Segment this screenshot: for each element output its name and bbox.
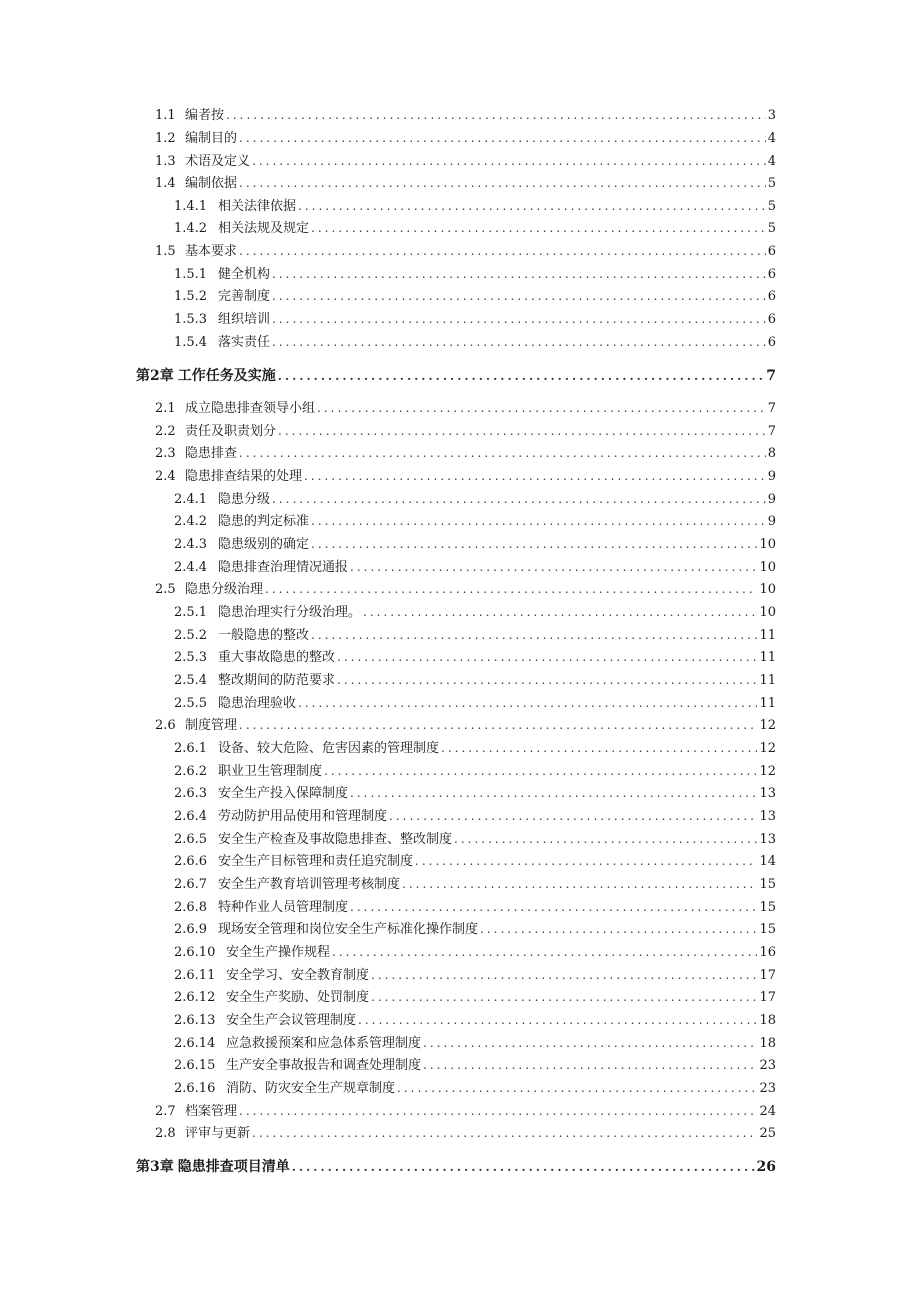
- toc-entry-number: 1.4.1: [174, 199, 208, 214]
- toc-entry-title: 制度管理: [185, 718, 238, 733]
- toc-entry-title: 隐患排查结果的处理: [185, 469, 303, 484]
- toc-entry[interactable]: [174, 739, 776, 758]
- toc-entry-page: 11: [759, 696, 776, 711]
- toc-leader-dots: [363, 603, 757, 621]
- toc-entry-title: 安全生产教育培训管理考核制度: [218, 877, 401, 892]
- toc-entry-title: 设备、较大危险、危害因素的管理制度: [218, 741, 440, 756]
- toc-entry-number: 1.2: [155, 131, 176, 146]
- toc-leader-dots: [272, 287, 766, 305]
- toc-entry-title: 安全生产奖励、处罚制度: [226, 990, 370, 1005]
- toc-leader-dots: [278, 422, 766, 440]
- toc-entry-page: 3: [767, 108, 776, 123]
- toc-entry-page: 13: [759, 786, 776, 801]
- toc-entry[interactable]: [174, 1034, 776, 1053]
- toc-entry-number: 1.5.1: [174, 267, 208, 282]
- toc-entry-number: 2.6.1: [174, 741, 208, 756]
- toc-entry-page: 25: [759, 1126, 776, 1141]
- toc-entry-number: 1.5.2: [174, 289, 208, 304]
- toc-leader-dots: [423, 1034, 757, 1052]
- toc-entry-number: 2.5.1: [174, 605, 208, 620]
- toc-entry-page: 17: [759, 990, 776, 1005]
- toc-entry-number: 1.5.3: [174, 312, 208, 327]
- toc-leader-dots: [311, 535, 757, 553]
- toc-entry-title: 隐患排查治理情况通报: [218, 560, 349, 575]
- toc-entry-number: 2.7: [155, 1104, 176, 1119]
- toc-entry-title: 消防、防灾安全生产规章制度: [226, 1081, 396, 1096]
- toc-entry-title: 整改期间的防范要求: [218, 673, 336, 688]
- toc-entry[interactable]: [174, 603, 776, 622]
- toc-leader-dots: [415, 852, 757, 870]
- toc-leader-dots: [298, 694, 757, 712]
- toc-entry-number: 2.6.16: [174, 1081, 216, 1096]
- toc-leader-dots: [423, 1056, 757, 1074]
- toc-entry[interactable]: [174, 535, 776, 554]
- toc-leader-dots: [311, 219, 766, 237]
- toc-entry-title: 隐患排查: [185, 446, 238, 461]
- toc-entry-number: 2.6.10: [174, 945, 216, 960]
- toc-entry-page: 26: [756, 1159, 776, 1175]
- toc-chapter-title: 隐患排查项目清单: [177, 1159, 290, 1175]
- toc-leader-dots: [226, 106, 766, 124]
- toc-entry[interactable]: [174, 1079, 776, 1098]
- toc-entry-number: 2.6.8: [174, 900, 208, 915]
- toc-leader-dots: [371, 966, 757, 984]
- toc-leader-dots: [292, 1158, 755, 1176]
- toc-entry-title: 生产安全事故报告和调查处理制度: [226, 1058, 422, 1073]
- toc-leader-dots: [252, 152, 766, 170]
- toc-entry-page: 10: [759, 537, 776, 552]
- toc-entry-number: 2.4.2: [174, 514, 208, 529]
- toc-entry-number: 1.4.2: [174, 221, 208, 236]
- toc-entry-number: 2.6.3: [174, 786, 208, 801]
- toc-entry[interactable]: [174, 875, 776, 894]
- toc-entry-page: 16: [759, 945, 776, 960]
- toc-entry-page: 10: [759, 605, 776, 620]
- toc-entry[interactable]: [174, 943, 776, 962]
- toc-entry-number: 2.6.9: [174, 922, 208, 937]
- toc-entry-number: 1.5.4: [174, 335, 208, 350]
- toc-entry[interactable]: [174, 1011, 776, 1030]
- toc-entry-title: 安全生产会议管理制度: [226, 1013, 357, 1028]
- toc-leader-dots: [337, 671, 757, 689]
- toc-leader-dots: [298, 197, 766, 215]
- toc-entry[interactable]: [155, 174, 776, 193]
- toc-entry-page: 5: [767, 176, 776, 191]
- toc-entry-number: 2.4.3: [174, 537, 208, 552]
- toc-entry-title: 特种作业人员管理制度: [218, 900, 349, 915]
- toc-entry-page: 10: [759, 582, 776, 597]
- toc-entry-title: 隐患级别的确定: [218, 537, 310, 552]
- toc-entry[interactable]: [174, 333, 776, 352]
- toc-entry-number: 2.1: [155, 401, 176, 416]
- toc-leader-dots: [454, 830, 757, 848]
- toc-entry-number: 2.4.4: [174, 560, 208, 575]
- toc-entry-number: 2.6: [155, 718, 176, 733]
- toc-leader-dots: [350, 784, 757, 802]
- toc-entry-page: 7: [767, 401, 776, 416]
- toc-entry[interactable]: [174, 1056, 776, 1075]
- toc-chapter-number: 第3章: [136, 1159, 174, 1175]
- toc-entry-title: 完善制度: [218, 289, 271, 304]
- toc-entry-title: 相关法律依据: [218, 199, 297, 214]
- toc-entry[interactable]: [155, 1124, 776, 1143]
- toc-entry-page: 11: [759, 673, 776, 688]
- toc-leader-dots: [272, 265, 766, 283]
- toc-entry-title: 隐患分级治理: [185, 582, 264, 597]
- toc-entry-title: 劳动防护用品使用和管理制度: [218, 809, 388, 824]
- toc-entry-page: 7: [767, 424, 776, 439]
- toc-entry[interactable]: [174, 898, 776, 917]
- toc-entry[interactable]: [155, 467, 776, 486]
- toc-entry[interactable]: [174, 490, 776, 509]
- toc-leader-dots: [350, 558, 757, 576]
- toc-entry[interactable]: [155, 399, 776, 418]
- toc-entry-page: 12: [759, 718, 776, 733]
- toc-entry[interactable]: [155, 422, 776, 441]
- toc-leader-dots: [311, 512, 766, 530]
- toc-entry[interactable]: [174, 830, 776, 849]
- toc-entry[interactable]: [174, 852, 776, 871]
- toc-entry-title: 成立隐患排查领导小组: [185, 401, 316, 416]
- toc-entry-number: 1.5: [155, 244, 176, 259]
- toc-leader-dots: [272, 333, 766, 351]
- toc-entry[interactable]: [155, 242, 776, 261]
- toc-entry-title: 现场安全管理和岗位安全生产标准化操作制度: [218, 922, 479, 937]
- toc-entry-page: 9: [767, 514, 776, 529]
- toc-entry-title: 基本要求: [185, 244, 238, 259]
- toc-entry[interactable]: [155, 129, 776, 148]
- toc-entry-page: 15: [759, 877, 776, 892]
- toc-entry-page: 9: [767, 469, 776, 484]
- toc-entry-page: 4: [767, 154, 776, 169]
- toc-entry[interactable]: [174, 784, 776, 803]
- toc-entry-number: 2.5.2: [174, 628, 208, 643]
- toc-chapter-entry[interactable]: [136, 1158, 776, 1176]
- toc-entry[interactable]: [174, 558, 776, 577]
- toc-leader-dots: [389, 807, 757, 825]
- toc-entry-title: 编者按: [185, 108, 225, 123]
- toc-entry-title: 编制目的: [185, 131, 238, 146]
- toc-leader-dots: [350, 898, 757, 916]
- toc-entry-title: 隐患分级: [218, 492, 271, 507]
- toc-entry-number: 2.5.3: [174, 650, 208, 665]
- toc-entry-title: 术语及定义: [185, 154, 251, 169]
- toc-entry[interactable]: [174, 626, 776, 645]
- toc-entry-page: 6: [767, 289, 776, 304]
- toc-entry[interactable]: [174, 219, 776, 238]
- toc-entry-title: 隐患治理实行分级治理。: [218, 605, 362, 620]
- toc-entry-title: 组织培训: [218, 312, 271, 327]
- toc-entry-page: 17: [759, 968, 776, 983]
- toc-entry[interactable]: [174, 694, 776, 713]
- toc-entry-title: 安全生产目标管理和责任追究制度: [218, 854, 414, 869]
- toc-entry-page: 23: [759, 1081, 776, 1096]
- toc-leader-dots: [317, 399, 766, 417]
- toc-entry-number: 2.6.13: [174, 1013, 216, 1028]
- toc-entry[interactable]: [174, 310, 776, 329]
- toc-entry-title: 编制依据: [185, 176, 238, 191]
- toc-entry-title: 安全生产检查及事故隐患排查、整改制度: [218, 832, 453, 847]
- toc-entry[interactable]: [155, 580, 776, 599]
- toc-entry[interactable]: [174, 197, 776, 216]
- toc-entry-number: 2.5: [155, 582, 176, 597]
- toc-entry-title: 应急救援预案和应急体系管理制度: [226, 1036, 422, 1051]
- toc-entry-page: 15: [759, 922, 776, 937]
- toc-entry-page: 5: [767, 221, 776, 236]
- toc-entry-page: 5: [767, 199, 776, 214]
- toc-entry-number: 2.6.5: [174, 832, 208, 847]
- toc-entry-page: 8: [767, 446, 776, 461]
- toc-entry-number: 2.6.15: [174, 1058, 216, 1073]
- toc-entry-number: 1.3: [155, 154, 176, 169]
- toc-entry[interactable]: [174, 671, 776, 690]
- toc-entry-page: 6: [767, 244, 776, 259]
- toc-leader-dots: [239, 242, 766, 260]
- toc-entry-page: 6: [767, 267, 776, 282]
- toc-entry[interactable]: [174, 920, 776, 939]
- toc-entry-number: 2.4.1: [174, 492, 208, 507]
- toc-leader-dots: [441, 739, 757, 757]
- toc-entry-title: 隐患治理验收: [218, 696, 297, 711]
- toc-entry-title: 一般隐患的整改: [218, 628, 310, 643]
- toc-chapter-number: 第2章: [136, 368, 174, 384]
- toc-entry-title: 落实责任: [218, 335, 271, 350]
- toc-entry[interactable]: [174, 807, 776, 826]
- toc-entry-page: 4: [767, 131, 776, 146]
- toc-leader-dots: [278, 367, 765, 385]
- toc-leader-dots: [272, 490, 766, 508]
- toc-entry-number: 2.6.7: [174, 877, 208, 892]
- toc-entry-number: 2.6.4: [174, 809, 208, 824]
- toc-leader-dots: [337, 648, 757, 666]
- toc-chapter-entry[interactable]: [136, 367, 776, 385]
- toc-leader-dots: [397, 1079, 757, 1097]
- toc-entry[interactable]: [174, 287, 776, 306]
- toc-entry-number: 2.6.2: [174, 764, 208, 779]
- toc-leader-dots: [332, 943, 757, 961]
- toc-leader-dots: [311, 626, 757, 644]
- toc-entry-page: 12: [759, 764, 776, 779]
- toc-entry-title: 安全生产操作规程: [226, 945, 331, 960]
- toc-entry-page: 11: [759, 628, 776, 643]
- toc-leader-dots: [272, 310, 766, 328]
- toc-entry-page: 13: [759, 832, 776, 847]
- toc-entry[interactable]: [174, 512, 776, 531]
- toc-entry-page: 6: [767, 312, 776, 327]
- toc-entry-page: 24: [759, 1104, 776, 1119]
- toc-entry-page: 23: [759, 1058, 776, 1073]
- toc-leader-dots: [252, 1124, 757, 1142]
- toc-entry-number: 2.4: [155, 469, 176, 484]
- toc-entry-page: 12: [759, 741, 776, 756]
- toc-entry-title: 安全生产投入保障制度: [218, 786, 349, 801]
- toc-chapter-title: 工作任务及实施: [177, 368, 276, 384]
- toc-entry-number: 2.6.6: [174, 854, 208, 869]
- toc-entry[interactable]: [174, 966, 776, 985]
- toc-entry-page: 11: [759, 650, 776, 665]
- toc-entry-page: 14: [759, 854, 776, 869]
- toc-entry[interactable]: [155, 106, 776, 125]
- toc-entry-page: 15: [759, 900, 776, 915]
- toc-entry-number: 2.8: [155, 1126, 176, 1141]
- toc-leader-dots: [239, 716, 757, 734]
- toc-entry-number: 2.3: [155, 446, 176, 461]
- toc-entry-title: 重大事故隐患的整改: [218, 650, 336, 665]
- toc-entry-number: 1.1: [155, 108, 176, 123]
- toc-entry-number: 2.6.14: [174, 1036, 216, 1051]
- toc-entry-page: 9: [767, 492, 776, 507]
- toc-entry[interactable]: [174, 988, 776, 1007]
- toc-entry-number: 1.4: [155, 176, 176, 191]
- toc-leader-dots: [239, 444, 766, 462]
- toc-entry-title: 评审与更新: [185, 1126, 251, 1141]
- toc-entry[interactable]: [174, 648, 776, 667]
- toc-leader-dots: [239, 1102, 757, 1120]
- toc-entry-page: 7: [766, 368, 776, 384]
- toc-leader-dots: [265, 580, 757, 598]
- toc-leader-dots: [304, 467, 766, 485]
- toc-entry-title: 健全机构: [218, 267, 271, 282]
- toc-entry[interactable]: [155, 152, 776, 171]
- toc-leader-dots: [480, 920, 757, 938]
- toc-entry[interactable]: [174, 762, 776, 781]
- toc-leader-dots: [239, 129, 766, 147]
- toc-leader-dots: [402, 875, 757, 893]
- toc-entry-page: 18: [759, 1013, 776, 1028]
- toc-entry-number: 2.6.12: [174, 990, 216, 1005]
- toc-entry-page: 18: [759, 1036, 776, 1051]
- toc-entry-page: 13: [759, 809, 776, 824]
- toc-entry-number: 2.6.11: [174, 968, 216, 983]
- toc-entry-title: 职业卫生管理制度: [218, 764, 323, 779]
- toc-entry-title: 档案管理: [185, 1104, 238, 1119]
- toc-entry-title: 责任及职责划分: [185, 424, 277, 439]
- toc-leader-dots: [324, 762, 757, 780]
- toc-entry-title: 相关法规及规定: [218, 221, 310, 236]
- toc-entry[interactable]: [155, 1102, 776, 1121]
- toc-entry-number: 2.2: [155, 424, 176, 439]
- toc-entry-page: 10: [759, 560, 776, 575]
- toc-entry-title: 隐患的判定标准: [218, 514, 310, 529]
- toc-entry[interactable]: [174, 265, 776, 284]
- toc-entry-number: 2.5.5: [174, 696, 208, 711]
- toc-leader-dots: [358, 1011, 757, 1029]
- toc-leader-dots: [239, 174, 766, 192]
- toc-entry-title: 安全学习、安全教育制度: [226, 968, 370, 983]
- toc-entry-number: 2.5.4: [174, 673, 208, 688]
- toc-leader-dots: [371, 988, 757, 1006]
- toc-entry[interactable]: [155, 444, 776, 463]
- toc-entry-page: 6: [767, 335, 776, 350]
- toc-entry[interactable]: [155, 716, 776, 735]
